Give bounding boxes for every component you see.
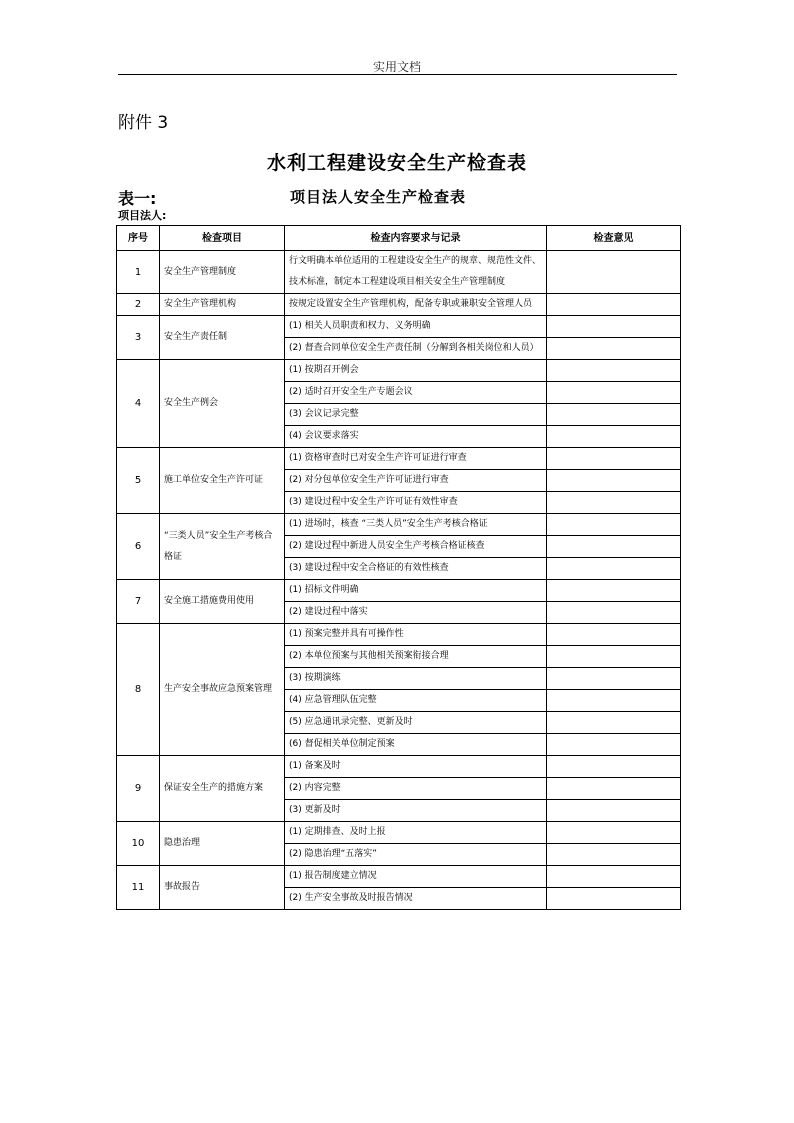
table-row [117,294,681,316]
requirement-cell: (3) 会议记录完整 [285,404,547,426]
table-row [117,251,681,294]
check-item-cell: 生产安全事故应急预案管理 [160,624,285,756]
opinion-cell[interactable] [547,888,681,910]
document-title: 水利工程建设安全生产检查表 [266,152,527,174]
requirement-cell: (6) 督促相关单位制定预案 [285,734,547,756]
row-number-cell: 6 [117,514,160,580]
row-number-cell: 9 [117,756,160,822]
row-number-cell: 8 [117,624,160,756]
opinion-cell[interactable] [547,492,681,514]
opinion-cell[interactable] [547,624,681,646]
row-number-cell: 7 [117,580,160,624]
row-number-cell: 2 [117,294,160,316]
table-row [117,360,681,382]
column-header-no: 序号 [117,226,160,251]
opinion-cell[interactable] [547,558,681,580]
opinion-cell[interactable] [547,470,681,492]
table-title: 项目法人安全生产检查表 [290,188,467,206]
opinion-cell[interactable] [547,646,681,668]
check-item-cell: 安全生产例会 [160,360,285,448]
requirement-cell: (4) 会议要求落实 [285,426,547,448]
check-item-cell: 事故报告 [160,866,285,910]
opinion-cell[interactable] [547,316,681,338]
check-item-cell: 保证安全生产的措施方案 [160,756,285,822]
table-row [117,866,681,888]
requirement-cell: (5) 应急通讯录完整、更新及时 [285,712,547,734]
column-header-opinion: 检查意见 [547,226,681,251]
opinion-cell[interactable] [547,778,681,800]
requirement-cell: (2) 内容完整 [285,778,547,800]
requirement-cell: (2) 对分包单位安全生产许可证进行审查 [285,470,547,492]
requirement-cell: (1) 相关人员职责和权力、义务明确 [285,316,547,338]
attachment-label: 附件 3 [118,113,169,133]
opinion-cell[interactable] [547,822,681,844]
opinion-cell[interactable] [547,690,681,712]
check-item-cell: 安全生产管理制度 [160,251,285,294]
opinion-cell[interactable] [547,536,681,558]
check-item-cell: 隐患治理 [160,822,285,866]
table-row [117,580,681,602]
column-header-requirements: 检查内容要求与记录 [285,226,547,251]
opinion-cell[interactable] [547,712,681,734]
requirement-cell: (2) 建设过程中新进人员安全生产考核合格证核查 [285,536,547,558]
row-number-cell: 11 [117,866,160,910]
requirement-cell: (2) 建设过程中落实 [285,602,547,624]
requirement-cell: (1) 资格审查时已对安全生产许可证进行审查 [285,448,547,470]
opinion-cell[interactable] [547,338,681,360]
requirement-cell: (2) 生产安全事故及时报告情况 [285,888,547,910]
row-number-cell: 3 [117,316,160,360]
table-row [117,448,681,470]
opinion-cell[interactable] [547,668,681,690]
opinion-cell[interactable] [547,426,681,448]
requirement-cell: (1) 招标文件明确 [285,580,547,602]
opinion-cell[interactable] [547,251,681,294]
project-legal-person-label: 项目法人: [118,209,167,222]
requirement-cell: (1) 定期排查、及时上报 [285,822,547,844]
check-item-cell: 安全生产责任制 [160,316,285,360]
opinion-cell[interactable] [547,866,681,888]
table-row [117,514,681,536]
requirement-cell: (3) 建设过程中安全生产许可证有效性审查 [285,492,547,514]
opinion-cell[interactable] [547,448,681,470]
requirement-cell: (1) 预案完整并具有可操作性 [285,624,547,646]
row-number-cell: 1 [117,251,160,294]
requirement-cell: (1) 报告制度建立情况 [285,866,547,888]
requirement-cell: (4) 应急管理队伍完整 [285,690,547,712]
check-item-cell: “三类人员”安全生产考核合格证 [160,514,285,580]
row-number-cell: 10 [117,822,160,866]
row-number-cell: 4 [117,360,160,448]
requirement-cell: (2) 适时召开安全生产专题会议 [285,382,547,404]
requirement-cell: (1) 备案及时 [285,756,547,778]
check-item-cell: 施工单位安全生产许可证 [160,448,285,514]
column-header-item: 检查项目 [160,226,285,251]
requirement-cell: (2) 本单位预案与其他相关预案衔接合理 [285,646,547,668]
requirement-cell: 按规定设置安全生产管理机构，配备专职或兼职安全管理人员 [285,294,547,316]
requirement-cell: 行文明确本单位适用的工程建设安全生产的规章、规范性文件、技术标准，制定本工程建设项目相关安全生产管理制度 [285,251,547,294]
requirement-cell: (1) 进场时，核查 “三类人员”安全生产考核合格证 [285,514,547,536]
requirement-cell: (2) 隐患治理“五落实” [285,844,547,866]
check-item-cell: 安全生产管理机构 [160,294,285,316]
opinion-cell[interactable] [547,514,681,536]
opinion-cell[interactable] [547,800,681,822]
opinion-cell[interactable] [547,294,681,316]
table-header-row [117,226,681,251]
opinion-cell[interactable] [547,602,681,624]
table-row [117,822,681,844]
requirement-cell: (2) 督查合同单位安全生产责任制（分解到各相关岗位和人员） [285,338,547,360]
opinion-cell[interactable] [547,404,681,426]
requirement-cell: (3) 按期演练 [285,668,547,690]
opinion-cell[interactable] [547,360,681,382]
table-body [117,251,681,910]
opinion-cell[interactable] [547,844,681,866]
row-number-cell: 5 [117,448,160,514]
requirement-cell: (3) 建设过程中安全合格证的有效性核查 [285,558,547,580]
requirement-cell: (3) 更新及时 [285,800,547,822]
opinion-cell[interactable] [547,756,681,778]
table-number-label: 表一: [118,189,157,208]
table-row [117,624,681,646]
header-divider [118,74,677,75]
requirement-cell: (1) 按期召开例会 [285,360,547,382]
check-item-cell: 安全施工措施费用使用 [160,580,285,624]
table-row [117,756,681,778]
opinion-cell[interactable] [547,734,681,756]
page-header: 实用文档 [372,60,421,74]
opinion-cell[interactable] [547,580,681,602]
opinion-cell[interactable] [547,382,681,404]
table-row [117,316,681,338]
safety-check-table [116,225,681,910]
